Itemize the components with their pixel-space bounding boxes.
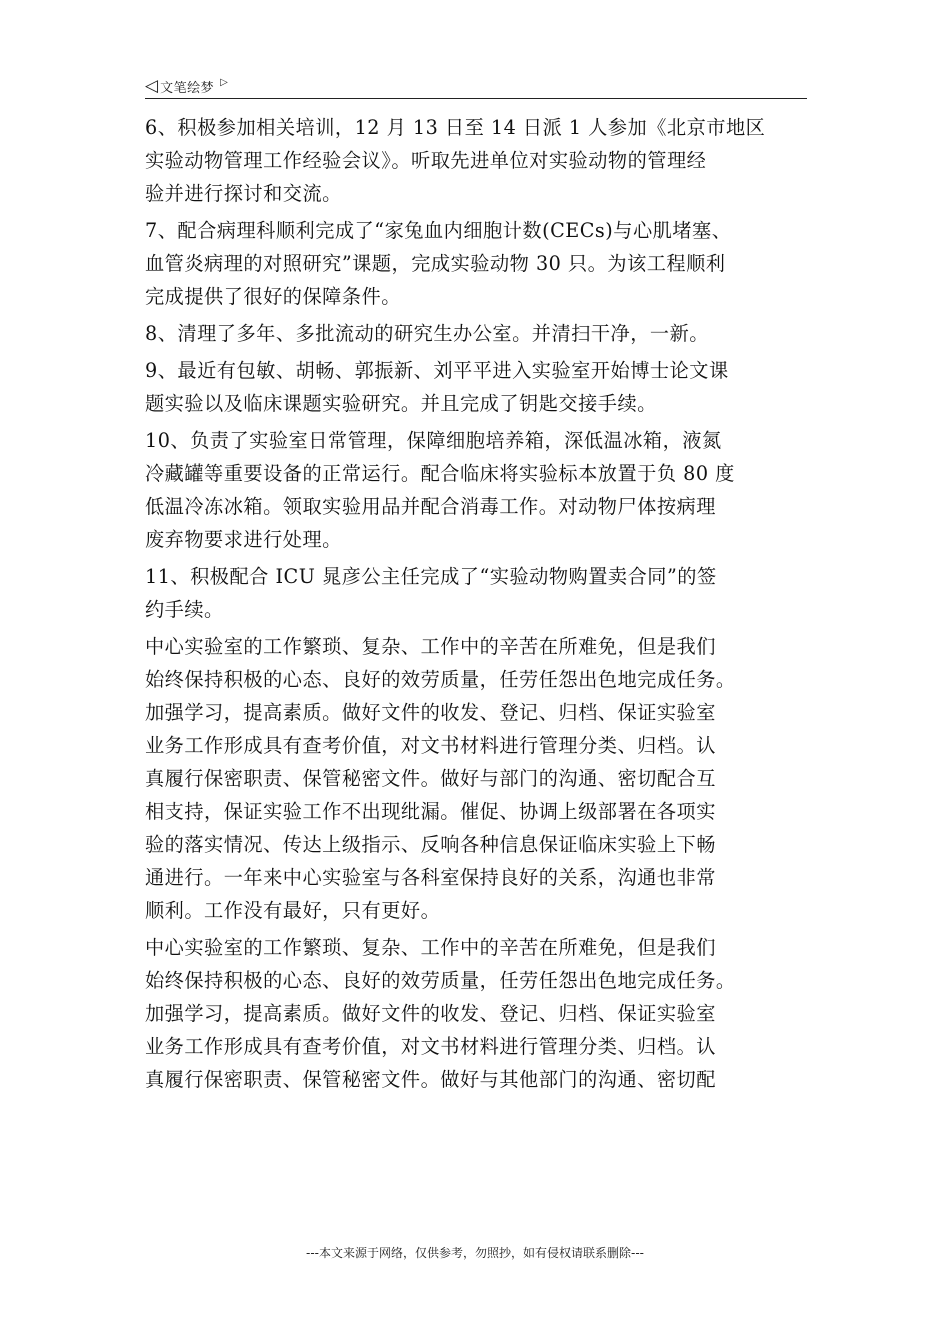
page-header [145, 74, 807, 99]
paragraph-line: 冷藏罐等重要设备的正常运行。配合临床将实验标本放置于负 80 度 [145, 462, 735, 485]
document-body [145, 111, 807, 1100]
paragraph-line: 顺利。工作没有最好，只有更好。 [145, 899, 441, 922]
paragraph [145, 111, 807, 210]
paragraph-line: 题实验以及临床课题实验研究。并且完成了钥匙交接手续。 [145, 392, 657, 415]
paragraph-line: 业务工作形成具有查考价值，对文书材料进行管理分类、归档。认 [145, 734, 716, 757]
paragraph-line: 低温冷冻冰箱。领取实验用品并配合消毒工作。对动物尸体按病理 [145, 495, 716, 518]
paragraph-line: 废弃物要求进行处理。 [145, 528, 342, 551]
paragraph-line: 8、清理了多年、多批流动的研究生办公室。并清扫干净，一新。 [145, 322, 709, 345]
paragraph [145, 931, 807, 1096]
paragraph-line: 相支持，保证实验工作不出现纰漏。催促、协调上级部署在各项实 [145, 800, 716, 823]
paragraph-line: 业务工作形成具有查考价值，对文书材料进行管理分类、归档。认 [145, 1035, 716, 1058]
paragraph-line: 真履行保密职责、保管秘密文件。做好与其他部门的沟通、密切配 [145, 1068, 716, 1091]
paragraph [145, 424, 807, 556]
paragraph-line: 真履行保密职责、保管秘密文件。做好与部门的沟通、密切配合互 [145, 767, 716, 790]
paragraph [145, 317, 807, 350]
paragraph-line: 验的落实情况、传达上级指示、反响各种信息保证临床实验上下畅 [145, 833, 716, 856]
right-triangle-icon: ▷ [220, 77, 228, 88]
paragraph-line: 始终保持积极的心态、良好的效劳质量，任劳任怨出色地完成任务。 [145, 969, 736, 992]
paragraph-line: 加强学习，提高素质。做好文件的收发、登记、归档、保证实验室 [145, 1002, 716, 1025]
paragraph-line: 实验动物管理工作经验会议》。听取先进单位对实验动物的管理经 [145, 149, 707, 172]
paragraph-line: 验并进行探讨和交流。 [145, 182, 342, 205]
paragraph-line: 约手续。 [145, 598, 224, 621]
paragraph-line: 9、最近有包敏、胡畅、郭振新、刘平平进入实验室开始博士论文课 [145, 359, 729, 382]
paragraph-line: 6、积极参加相关培训，12 月 13 日至 14 日派 1 人参加《北京市地区 [145, 116, 766, 139]
paragraph-line: 通进行。一年来中心实验室与各科室保持良好的关系，沟通也非常 [145, 866, 716, 889]
left-triangle-icon: ◁ [145, 76, 159, 96]
paragraph-line: 7、配合病理科顺利完成了“家兔血内细胞计数(CECs)与心肌堵塞、 [145, 219, 732, 242]
paragraph [145, 214, 807, 313]
paragraph-line: 10、负责了实验室日常管理，保障细胞培养箱，深低温冰箱，液氮 [145, 429, 722, 452]
paragraph [145, 630, 807, 927]
paragraph-line: 血管炎病理的对照研究”课题，完成实验动物 30 只。为该工程顺利 [145, 252, 726, 275]
paragraph-line: 加强学习，提高素质。做好文件的收发、登记、归档、保证实验室 [145, 701, 716, 724]
footer-disclaimer: ---本文来源于网络，仅供参考，勿照抄，如有侵权请联系删除--- [306, 1246, 644, 1260]
paragraph-line: 中心实验室的工作繁琐、复杂、工作中的辛苦在所难免，但是我们 [145, 635, 716, 658]
paragraph-line: 始终保持积极的心态、良好的效劳质量，任劳任怨出色地完成任务。 [145, 668, 736, 691]
paragraph-line: 11、积极配合 ICU 晁彦公主任完成了“实验动物购置卖合同”的签 [145, 565, 717, 588]
paragraph [145, 354, 807, 420]
paragraph [145, 560, 807, 626]
paragraph-line: 完成提供了很好的保障条件。 [145, 285, 401, 308]
paragraph-line: 中心实验室的工作繁琐、复杂、工作中的辛苦在所难免，但是我们 [145, 936, 716, 959]
header-title: 文笔绘梦 [160, 80, 215, 96]
